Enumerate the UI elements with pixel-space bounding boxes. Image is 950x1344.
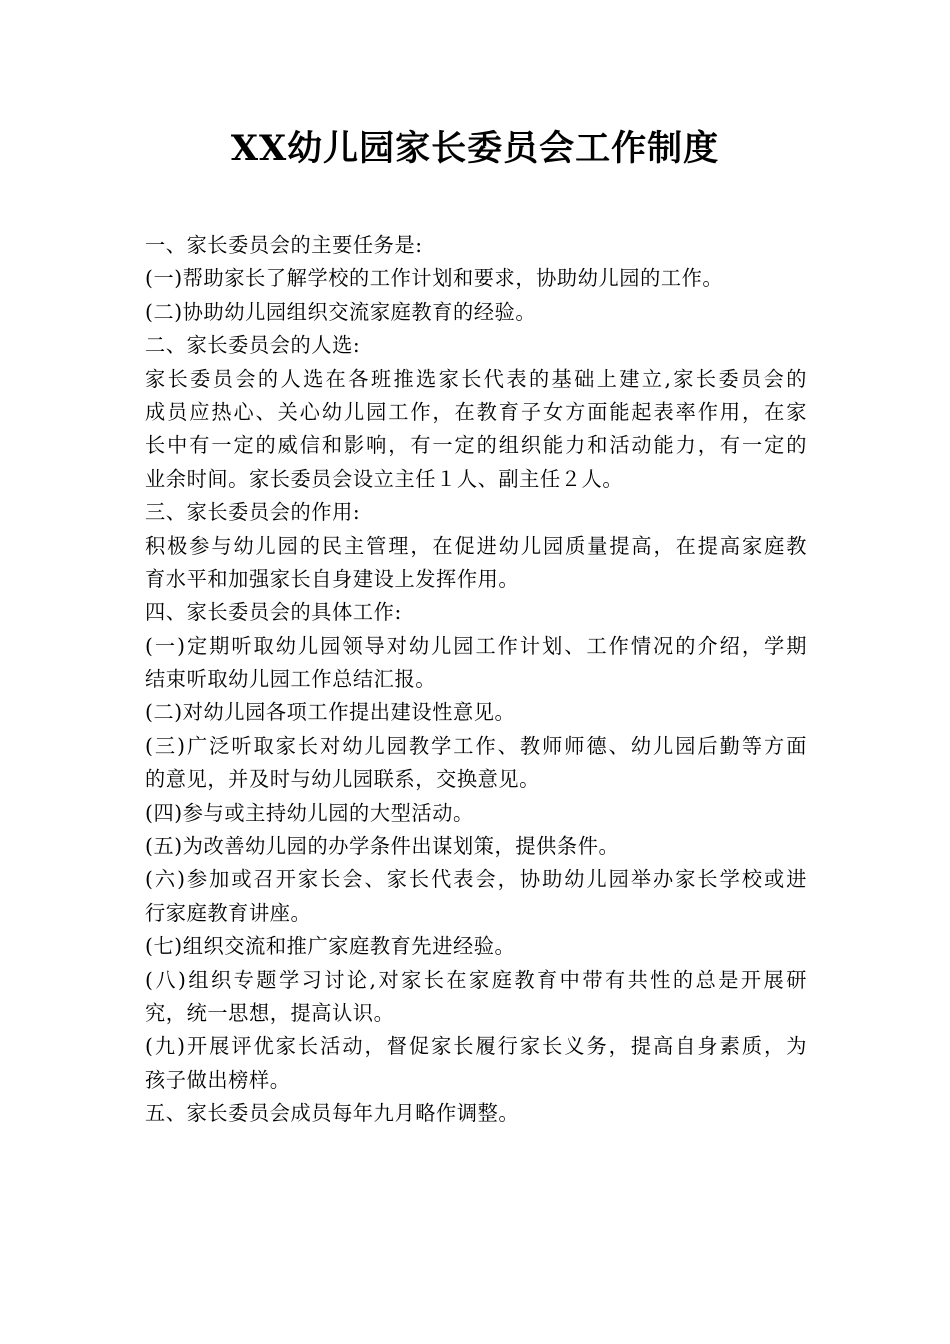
paragraph-line: 育水平和加强家长自身建设上发挥作用。 (145, 566, 520, 591)
list-item: (七)组织交流和推广家庭教育先进经验。 (145, 934, 516, 959)
paragraph-line: 积极参与幼儿园的民主管理，在促进幼儿园质量提高，在提高家庭教 (145, 533, 807, 558)
list-item: (一)帮助家长了解学校的工作计划和要求，协助幼儿园的工作。 (145, 266, 724, 291)
list-item: 孩子做出榜样。 (145, 1067, 291, 1092)
list-item: (五)为改善幼儿园的办学条件出谋划策，提供条件。 (145, 834, 620, 859)
section-heading-5: 五、家长委员会成员每年九月略作调整。 (145, 1101, 520, 1126)
section-heading-4: 四、家长委员会的具体工作: (145, 600, 402, 625)
list-item: (二)对幼儿园各项工作提出建设性意见。 (145, 700, 516, 725)
list-item: (二)协助幼儿园组织交流家庭教育的经验。 (145, 299, 537, 324)
section-heading-1: 一、家长委员会的主要任务是: (145, 233, 423, 257)
list-item: 究，统一思想，提高认识。 (145, 1000, 395, 1025)
list-item: (一)定期听取幼儿园领导对幼儿园工作计划、工作情况的介绍，学期 (145, 633, 807, 658)
paragraph-line: 业余时间。家长委员会设立主任１人、副主任２人。 (145, 466, 624, 491)
list-item: 结束听取幼儿园工作总结汇报。 (145, 667, 437, 692)
paragraph-line: 成员应热心、关心幼儿园工作，在教育子女方面能起表率作用，在家 (145, 399, 807, 424)
list-item: 行家庭教育讲座。 (145, 900, 312, 925)
list-item: (九)开展评优家长活动，督促家长履行家长义务，提高自身素质，为 (145, 1034, 807, 1059)
document-title: XX幼儿园家长委员会工作制度 (230, 128, 720, 169)
section-heading-2: 二、家长委员会的人选: (145, 333, 361, 358)
list-item: (八)组织专题学习讨论,对家长在家庭教育中带有共性的总是开展研 (145, 967, 807, 992)
list-item: (六)参加或召开家长会、家长代表会，协助幼儿园举办家长学校或进 (145, 867, 807, 892)
section-heading-3: 三、家长委员会的作用: (145, 500, 361, 525)
list-item: 的意见，并及时与幼儿园联系，交换意见。 (145, 767, 540, 792)
list-item: (四)参与或主持幼儿园的大型活动。 (145, 800, 474, 825)
list-item: (三)广泛听取家长对幼儿园教学工作、教师师德、幼儿园后勤等方面 (145, 733, 807, 758)
paragraph-line: 家长委员会的人选在各班推选家长代表的基础上建立,家长委员会的 (145, 366, 807, 391)
paragraph-line: 长中有一定的威信和影响，有一定的组织能力和活动能力，有一定的 (145, 433, 807, 458)
document-body (145, 229, 807, 1131)
